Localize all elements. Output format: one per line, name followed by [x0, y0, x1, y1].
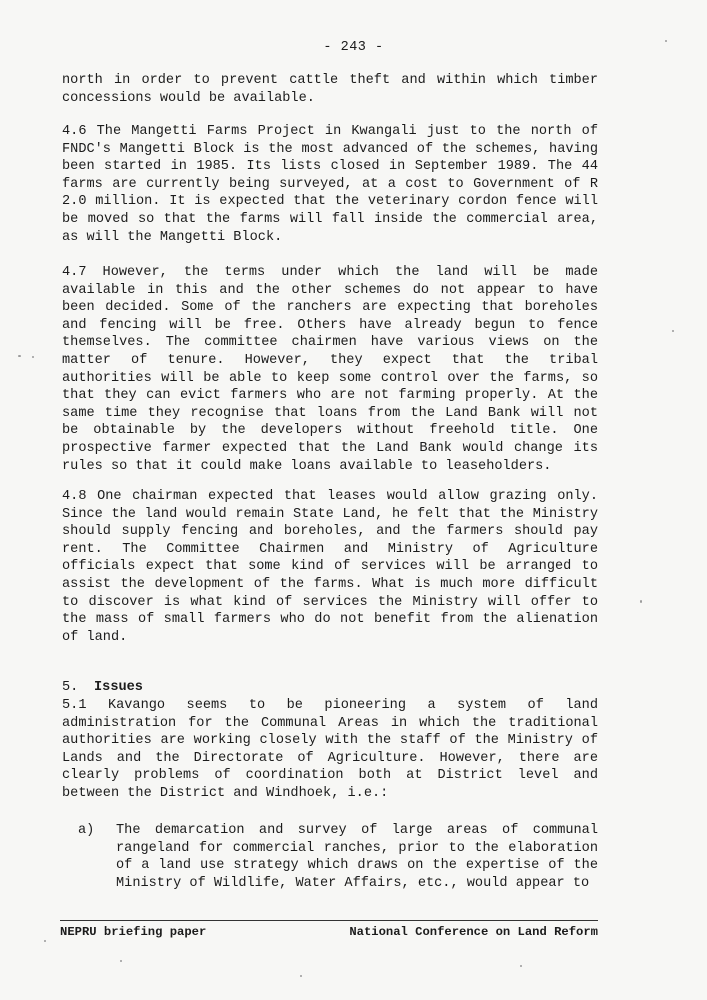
section-title: Issues — [94, 680, 143, 695]
paragraph-5-1: 5.1 Kavango seems to be pioneering a system of land administration for the Communal Areas in which the traditional authorities are working closely with the staff of the Ministry of Lands and the Directorate of Agriculture. However, there are clearly problems of coordination both at District level and between the District and Windhoek, i.e.: — [62, 698, 598, 801]
footer-divider — [60, 920, 598, 921]
footer-left-label: NEPRU briefing paper — [60, 925, 207, 939]
scan-speck — [672, 330, 674, 332]
page-number: - 243 - — [323, 40, 384, 55]
section-heading-issues — [62, 679, 143, 697]
scan-speck — [520, 965, 522, 967]
paragraph-continuation: north in order to prevent cattle theft and within which timber concessions would be available. — [62, 73, 598, 106]
scan-speck — [120, 960, 122, 962]
scan-speck — [18, 355, 21, 357]
list-item-a — [78, 822, 598, 892]
paragraph-4-8: 4.8 One chairman expected that leases would allow grazing only. Since the land would remain State Land, he felt that the Ministry should supply fencing and boreholes, and the farmers should pay rent. The Committee Chairmen and Ministry of Agriculture officials expect that some kind of services will be arranged to assist the development of the farms. What is much more difficult to discover is what kind of services the Ministry will offer to the mass of small farmers who do not benefit from the alienation of land. — [62, 489, 598, 645]
section-number: 5. — [62, 680, 79, 695]
paragraph-4-6: 4.6 The Mangetti Farms Project in Kwangali just to the north of FNDC's Mangetti Block is the most advanced of the schemes, having been started in 1985. Its lists closed in September 1989. The 44 farms are currently being surveyed, at a cost to Government of R 2.0 million. It is expected that the veterinary cordon fence will be moved so that the farms will fall inside the commercial area, as will the Mangetti Block. — [62, 124, 598, 245]
scan-speck — [665, 40, 667, 42]
scan-speck — [640, 600, 642, 603]
list-item-text: The demarcation and survey of large areas of communal rangeland for commercial ranches, prior to the elaboration of a land use strategy which draws on the expertise of the Ministry of Wildlife, Water Affairs, etc., would appear to — [116, 823, 598, 891]
scan-speck — [300, 975, 302, 977]
footer-right-label: National Conference on Land Reform — [349, 925, 598, 939]
list-marker: a) — [78, 823, 95, 838]
scan-speck — [44, 940, 46, 942]
paragraph-4-7: 4.7 However, the terms under which the land will be made available in this and the other schemes do not appear to have been decided. Some of the ranchers are expecting that boreholes and fencing will be free. Others have already begun to fence themselves. The committee chairmen have various views on the matter of tenure. However, they expect that the tribal authorities will be able to keep some control over the farms, so that they can evict farmers who are not farming properly. At the same time they recognise that loans from the Land Bank will not be obtainable by the developers without freehold title. One prospective farmer expected that the Land Bank would change its rules so that it could make loans available to leaseholders. — [62, 265, 598, 474]
scan-speck — [32, 356, 34, 358]
